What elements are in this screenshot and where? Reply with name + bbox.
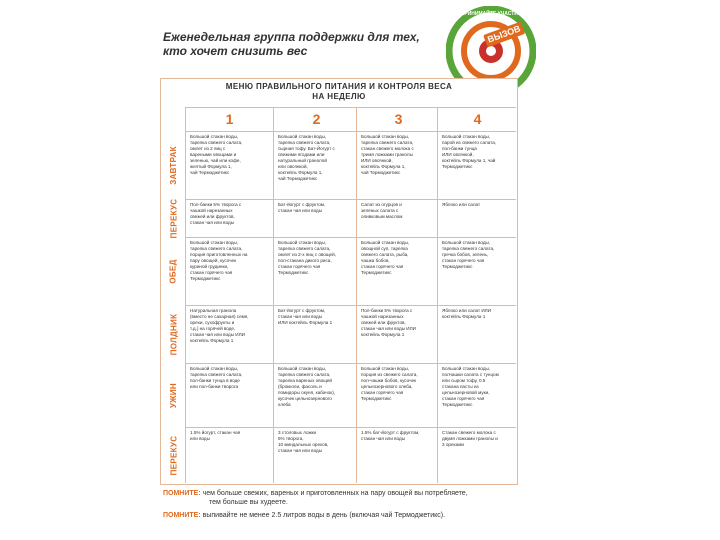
badge-ribbon-text: ВЫЗОВ [486, 23, 522, 45]
page-title: Еженедельная группа поддержки для тех, кто хочет снизить вес [163, 30, 420, 58]
menu-cell: Большой стакан воды, тарелка свежего салата, гречка бобов, зелень, стакан горячего чая Термоджетикс [442, 240, 495, 269]
reminder-label: ПОМНИТЕ: [163, 512, 201, 519]
menu-cell: 1.5% йогурт, стакан чая или воды [190, 430, 241, 441]
menu-cell: Пол-банки 5% творога с чашкой нарезанных свежей или фруктов, стакан чая или воды [190, 202, 242, 225]
menu-cell: Большой стакан воды, тарелка свежего салата, стакан свежего молока с тремя ложками гранолы ИЛИ овсянкой, коктейль Формула 1, чай Термоджетикс [361, 134, 414, 175]
column-header-2: 2 [312, 111, 321, 127]
row-label-afternoon-snack: ПОЛДНИК [169, 313, 179, 355]
reminder-text: тем больше вы худеете. [209, 499, 288, 506]
column-header-1: 1 [225, 111, 234, 127]
reminder-text: чем больше свежих, вареных и приготовленных на пару овощей вы потребляете, [202, 490, 468, 497]
menu-table [160, 78, 518, 485]
menu-cell: Яблоко или салат ИЛИ коктейль Формула 1 [442, 308, 491, 319]
menu-cell: Натуральная гранола (вместо не сахарная) семя, орехи, сухофрукты и т.д.) на горячей воде, стакан чая или воды ИЛИ коктейль Формула 1 [190, 308, 249, 343]
badge-center-dot [486, 46, 496, 56]
menu-cell: Яблоко или салат [442, 202, 481, 207]
grid-line [185, 107, 516, 108]
menu-cell: Большой стакан воды, тарелка свежего салата, омлет из 2 яиц с вареными овощами и зеленью, чай или кофе, желтый Формула 1, чай Термоджетикс [190, 134, 243, 175]
row-label-snack-1: ПЕРЕКУС [169, 198, 179, 238]
menu-cell: Большой стакан воды, тарелка свежего салата, омлет из 2-х яиц с овощей, пол-стакана дикого риса, стакан горячего чая Термоджетикс [278, 240, 336, 275]
row-label-breakfast: ЗАВТРАК [169, 145, 179, 185]
menu-cell: Салат из огурцов и зеленых салата с оливковым маслом [361, 202, 403, 219]
row-label-dinner: УЖИН [169, 382, 178, 408]
menu-title [161, 82, 517, 102]
menu-cell: Большой стакан воды, тарелка свежего салата, порция приготовленных на пару овощей, кусочек куриной грудинки, стакан горячего чая Термоджетикс [190, 240, 248, 281]
reminder-note-2 [163, 511, 445, 520]
menu-cell: Большой стакан воды, тарелка свежего салата, пол-банки тунца в воде или пол-банки творога [190, 366, 243, 389]
menu-cell: Большой стакан воды, парой из свежего салата, пол-банки тунца ИЛИ овсянкой, коктейль Формула 1, чай Термоджетикс [442, 134, 497, 169]
reminder-text: выпивайте не менее 2.5 литров воды в день (включая чай Термоджетикс). [202, 512, 446, 519]
reminder-note-1-cont [209, 498, 288, 507]
reminder-label: ПОМНИТЕ: [163, 490, 201, 497]
menu-cell: Большой стакан воды, порция из свежего салата, пол-чашки бобов, кусочек цельнозернового хлеба, стакан горячего чая Термоджетикс [361, 366, 418, 401]
menu-cell: Большой стакан воды, овощной суп, тарелка свежего салата, рыба, чашка бобов, стакан горячего чая Термоджетикс [361, 240, 410, 275]
menu-title-line2: НА НЕДЕЛЮ [312, 92, 366, 101]
menu-cell: Бат-йогурт с фруктом, стакан чая или воды ИЛИ коктейль Формула 1 [278, 308, 333, 325]
menu-cell: Пол-банки 5% творога с чашкой нарезанных свежей или фруктов, стакан чая или воды ИЛИ коктейль Формула 1 [361, 308, 416, 337]
menu-cell: Большой стакан воды, тарелка свежего салата, тарелка вареных овощей (брокколи, фасоль и помидоры окуня, кабачок), кусочек цельнозернового хлеба [278, 366, 336, 407]
menu-cell: Большой стакан воды, тарелка свежего салата, сырная тофу. Бат-Йогурт с свежими ягодами или натуральный гранолой или овсянкой, коктейль Формула 1, чай Термоджетикс [278, 134, 335, 181]
badge-top-text: ПРИНИМАЙТЕ УЧАСТИЕ [460, 11, 522, 17]
reminder-note-1 [163, 489, 468, 498]
row-label-snack-2: ПЕРЕКУС [169, 435, 179, 475]
column-header-3: 3 [394, 111, 403, 127]
row-label-lunch: ОБЕД [169, 258, 178, 284]
menu-cell: 1.5% бат-йогурт с фруктом, стакан чая или воды [361, 430, 420, 441]
menu-title-line1: МЕНЮ ПРАВИЛЬНОГО ПИТАНИЯ И КОНТРОЛЯ ВЕСА [225, 82, 453, 91]
menu-cell: Стакан свежего молока с двумя ложками гранолы и 3 орехами [442, 430, 498, 447]
column-header-4: 4 [473, 111, 482, 127]
menu-cell: Бат-йогурт с фруктом, стакан чая или воды [278, 202, 326, 213]
menu-cell: 3 столовых ложки 5% творога, 10 миндальных орехов, стакан чая или воды [278, 430, 329, 453]
menu-cell: Большой стакан воды, полчашки салата с тунцом или сыром тофу, 0.5 стакана пасты из цельнозерновой муки, стакан горячего чая Термоджетикс [442, 366, 499, 407]
